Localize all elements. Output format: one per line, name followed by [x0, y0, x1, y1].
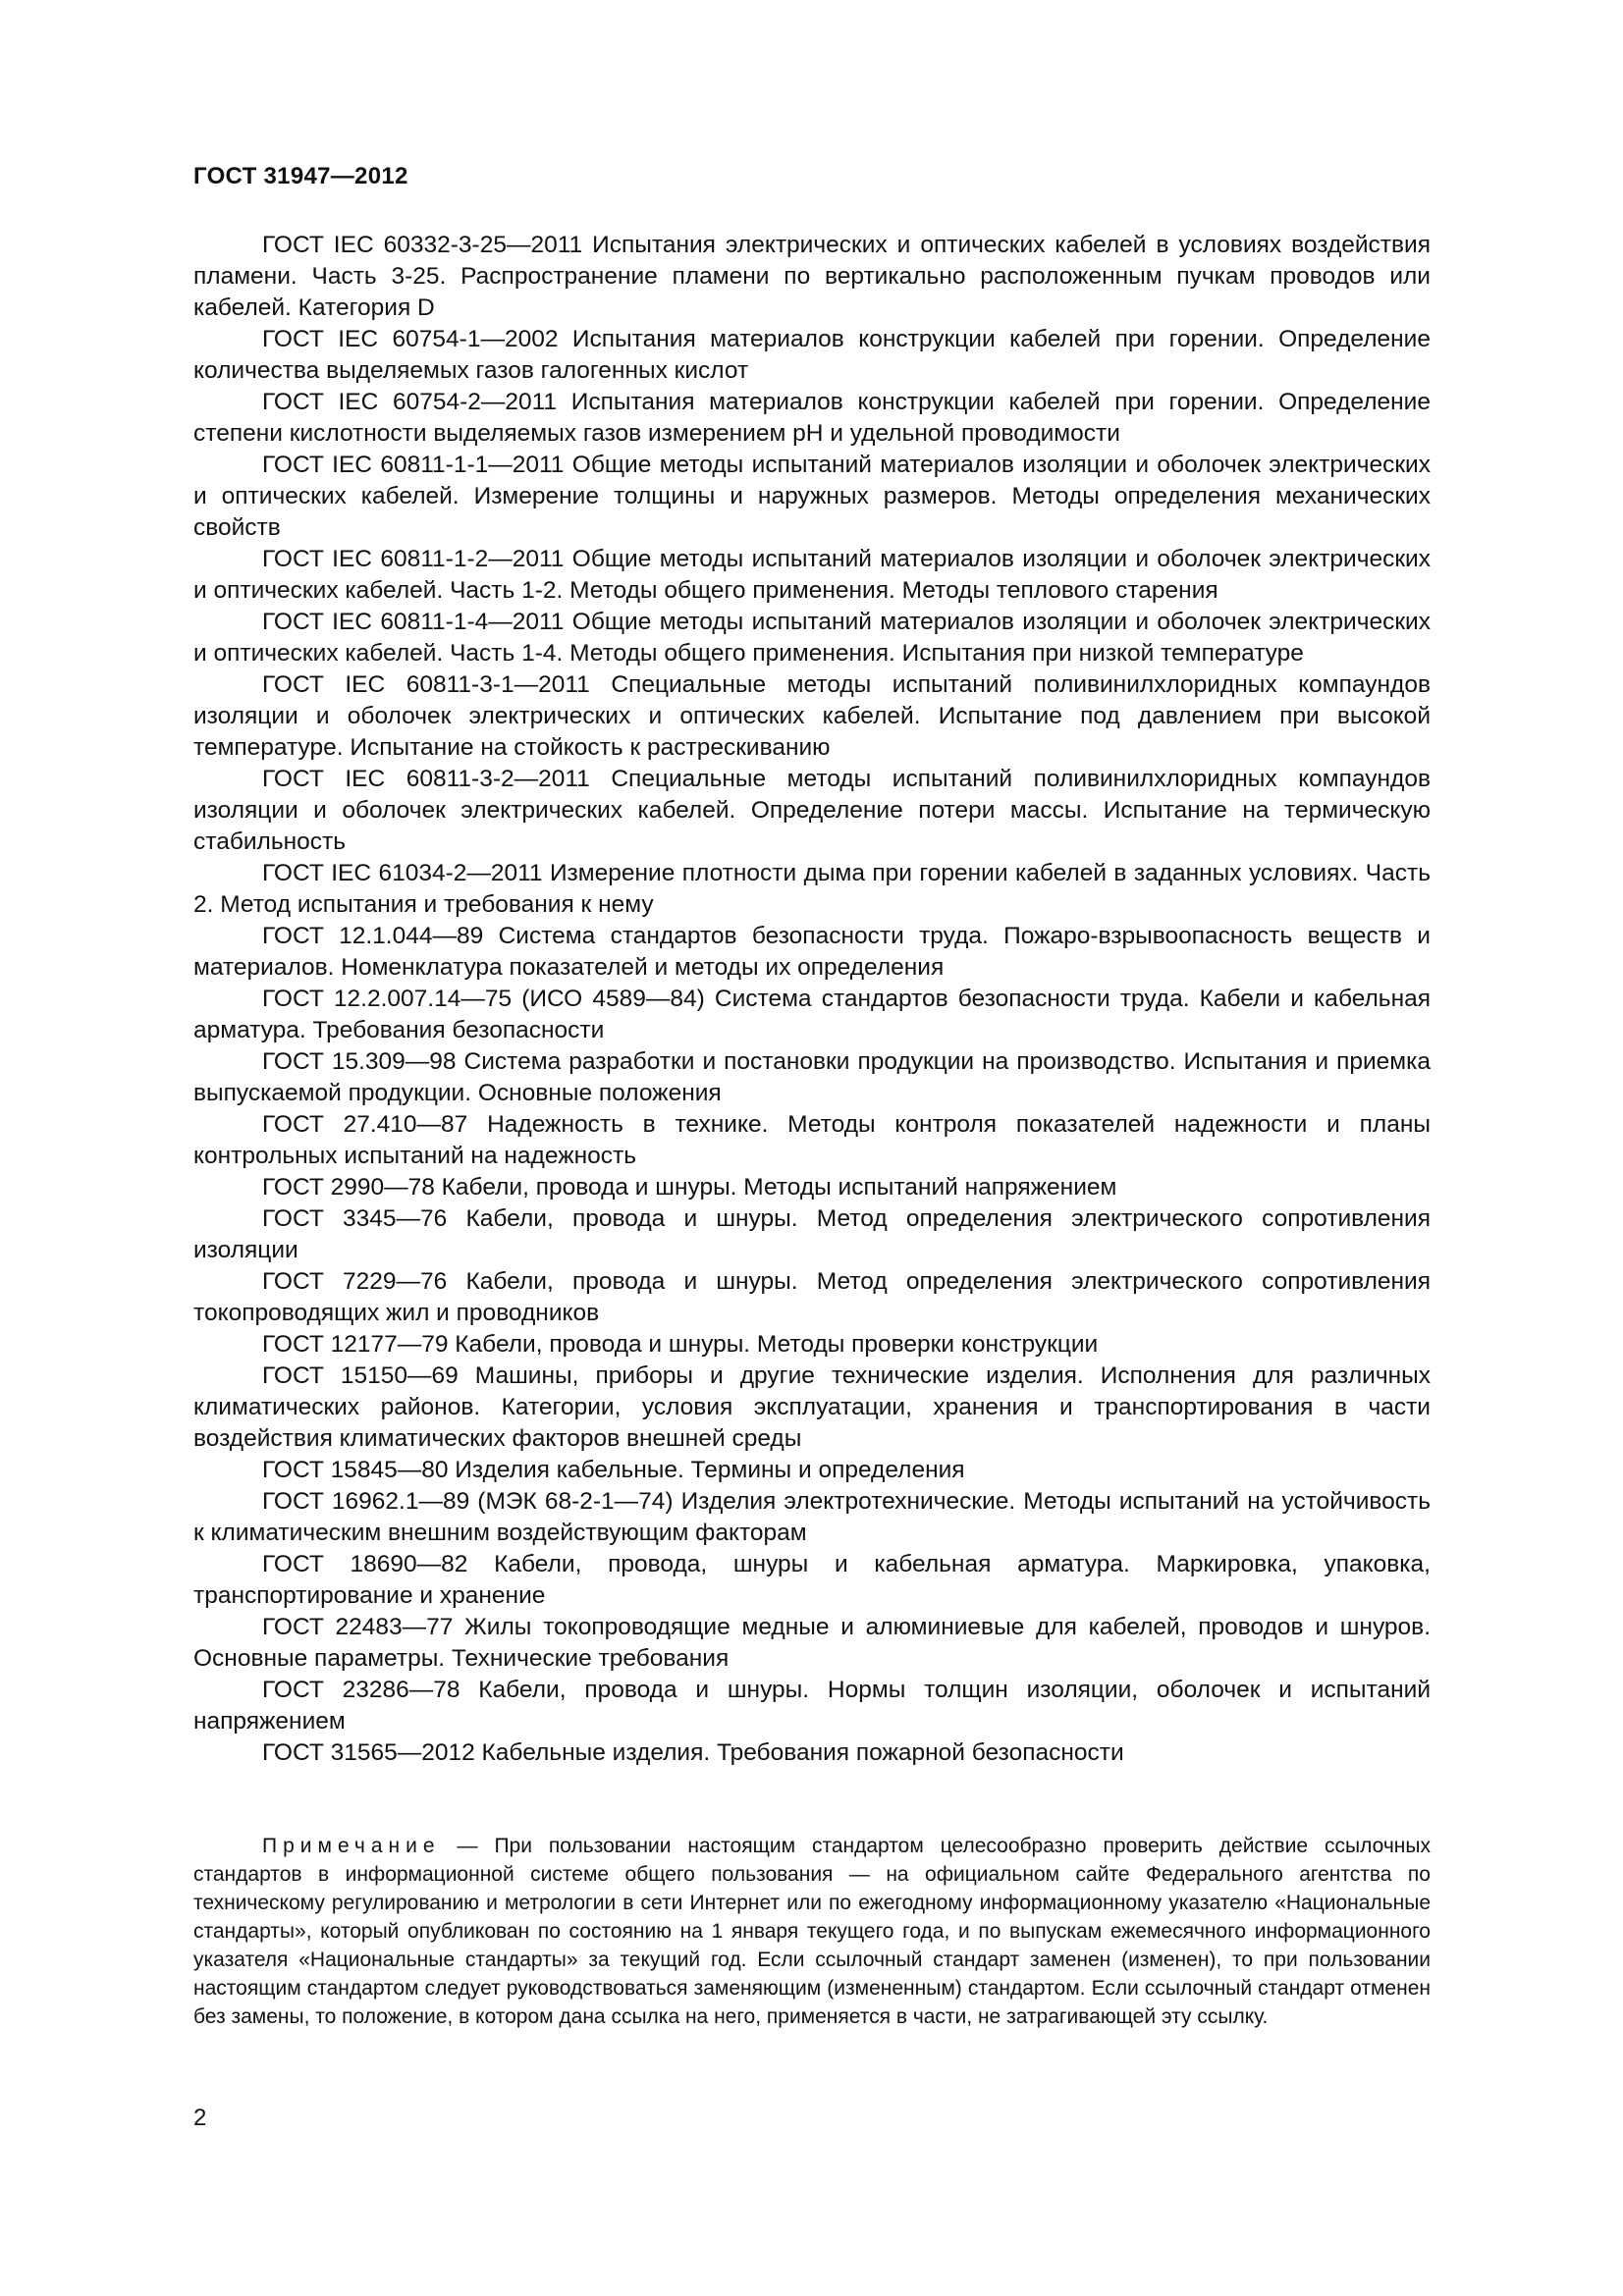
reference-item: ГОСТ IEC 60332-3-25—2011 Испытания электрических и оптических кабелей в условиях воздействия пламени. Часть 3-25. Распространение пламени по вертикально расположенным пучкам проводов или кабелей. Категория D: [193, 232, 1431, 321]
reference-item: ГОСТ 15150—69 Машины, приборы и другие технические изделия. Исполнения для различных климатических районов. Категории, условия эксплуатации, хранения и транспортирования в части воздействия климатических факторов внешней среды: [193, 1362, 1431, 1452]
reference-item: ГОСТ 3345—76 Кабели, провода и шнуры. Метод определения электрического сопротивления изоляции: [193, 1205, 1431, 1263]
reference-item: ГОСТ IEC 60811-1-4—2011 Общие методы испытаний материалов изоляции и оболочек электрических и оптических кабелей. Часть 1-4. Методы общего применения. Испытания при низкой температуре: [193, 609, 1431, 667]
reference-item: ГОСТ 16962.1—89 (МЭК 68-2-1—74) Изделия электротехнические. Методы испытаний на устойчивость к климатическим внешним воздействующим факторам: [193, 1488, 1431, 1546]
note-text: — При пользовании настоящим стандартом целесообразно проверить действие ссылочных стандартов в информационной системе общего пользования — на официальном сайте Федерального агентства по техническому регулированию и метрологии в сети Интернет или по ежегодному информационному указателю «Национальные стандарты», который опубликован по состоянию на 1 января текущего года, и по выпускам ежемесячного информационного указателя «Национальные стандарты» за текущий год. Если ссылочный стандарт заменен (изменен), то при пользовании настоящим стандартом следует руководствоваться заменяющим (измененным) стандартом. Если ссылочный стандарт отменен без замены, то положение, в котором дана ссылка на него, применяется в части, не затрагивающей эту ссылку.: [193, 1835, 1431, 2028]
reference-item: ГОСТ 18690—82 Кабели, провода, шнуры и кабельная арматура. Маркировка, упаковка, транспортирование и хранение: [193, 1551, 1431, 1609]
reference-item: ГОСТ 2990—78 Кабели, провода и шнуры. Методы испытаний напряжением: [262, 1174, 1117, 1201]
reference-item: ГОСТ 7229—76 Кабели, провода и шнуры. Метод определения электрического сопротивления токопроводящих жил и проводников: [193, 1268, 1431, 1326]
reference-item: ГОСТ 31565—2012 Кабельные изделия. Требования пожарной безопасности: [262, 1739, 1124, 1766]
note-paragraph: [193, 1832, 1431, 2031]
document-header: ГОСТ 31947—2012: [193, 163, 408, 189]
reference-item: ГОСТ IEC 60811-1-1—2011 Общие методы испытаний материалов изоляции и оболочек электрических и оптических кабелей. Измерение толщины и наружных размеров. Методы определения механических свойств: [193, 452, 1431, 541]
reference-item: ГОСТ 12.2.007.14—75 (ИСО 4589—84) Система стандартов безопасности труда. Кабели и кабельная арматура. Требования безопасности: [193, 986, 1431, 1043]
normative-references-list: [193, 230, 1431, 1769]
reference-item: ГОСТ 23286—78 Кабели, провода и шнуры. Нормы толщин изоляции, оболочек и испытаний напряжением: [193, 1677, 1431, 1735]
reference-item: ГОСТ 22483—77 Жилы токопроводящие медные и алюминиевые для кабелей, проводов и шнуров. Основные параметры. Технические требования: [193, 1614, 1431, 1672]
reference-item: ГОСТ IEC 60811-3-2—2011 Специальные методы испытаний поливинилхлоридных компаундов изоляции и оболочек электрических кабелей. Определение потери массы. Испытание на термическую стабильность: [193, 766, 1431, 855]
reference-item: ГОСТ 15.309—98 Система разработки и постановки продукции на производство. Испытания и приемка выпускаемой продукции. Основные положения: [193, 1048, 1431, 1106]
note-label: Примечание: [262, 1835, 441, 1857]
reference-item: ГОСТ IEC 60754-1—2002 Испытания материалов конструкции кабелей при горении. Определение количества выделяемых газов галогенных кислот: [193, 326, 1431, 384]
reference-item: ГОСТ 12177—79 Кабели, провода и шнуры. Методы проверки конструкции: [262, 1331, 1099, 1358]
reference-item: ГОСТ IEC 60811-1-2—2011 Общие методы испытаний материалов изоляции и оболочек электрических и оптических кабелей. Часть 1-2. Методы общего применения. Методы теплового старения: [193, 546, 1431, 604]
reference-item: ГОСТ IEC 61034-2—2011 Измерение плотности дыма при горении кабелей в заданных условиях. Часть 2. Метод испытания и требования к нему: [193, 860, 1431, 918]
reference-item: ГОСТ 27.410—87 Надежность в технике. Методы контроля показателей надежности и планы контрольных испытаний на надежность: [193, 1111, 1431, 1169]
reference-item: ГОСТ IEC 60811-3-1—2011 Специальные методы испытаний поливинилхлоридных компаундов изоляции и оболочек электрических и оптических кабелей. Испытание под давлением при высокой температуре. Испытание на стойкость к растрескиванию: [193, 671, 1431, 761]
reference-item: ГОСТ 12.1.044—89 Система стандартов безопасности труда. Пожаро-взрывоопасность веществ и материалов. Номенклатура показателей и методы их определения: [193, 923, 1431, 981]
reference-item: ГОСТ 15845—80 Изделия кабельные. Термины и определения: [262, 1457, 965, 1483]
reference-item: ГОСТ IEC 60754-2—2011 Испытания материалов конструкции кабелей при горении. Определение степени кислотности выделяемых газов измерением pH и удельной проводимости: [193, 389, 1431, 447]
page-number: 2: [193, 2105, 207, 2131]
